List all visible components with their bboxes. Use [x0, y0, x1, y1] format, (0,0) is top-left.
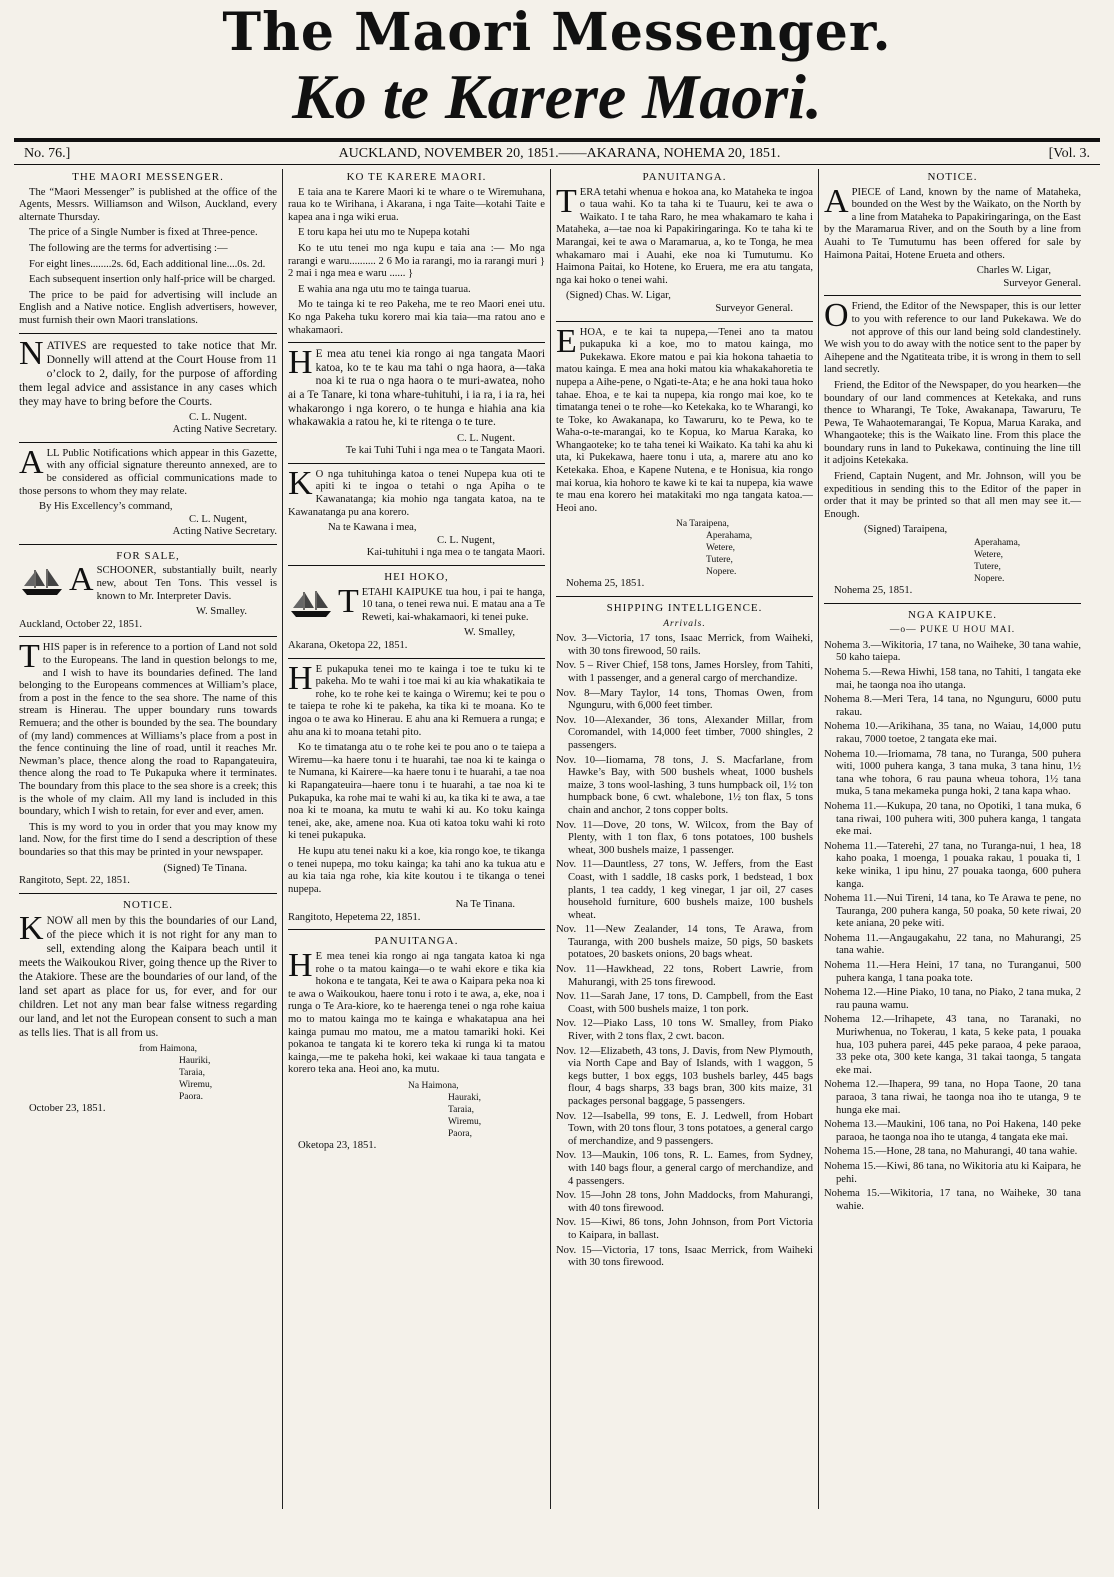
- divider: [19, 544, 277, 545]
- divider: [288, 342, 545, 343]
- signature: Paora.: [179, 1092, 204, 1103]
- signature: Wiremu,: [179, 1080, 213, 1091]
- know-notice: [19, 910, 277, 1040]
- signature: Charles W. Ligar,: [976, 265, 1051, 277]
- drop-cap: K: [288, 464, 313, 502]
- list-item: Nov. 11—Sarah Jane, 17 tons, D. Campbell, from the East Coast, with 500 bushels maize, 1 ton pork.: [556, 991, 813, 1015]
- paragraph: HIS paper is in reference to a portion of Land not sold to the Europeans. The land in question belongs to me, and I wish to have its boundaries defined. The land belonging to the Europeans commences at William’s place, from a post in the fence to the sea shore. The name of this stream is Hinerau. The upper boundary runs towards Remuera; and the other is bounded by the sea. The boundary of (my land) commences at Williams’s place from a post in the fence continuing the line of road, until it reaches Mr. Newman’s place, thence along the road to Rapangateuira, thence along the road to Te Pukapuka where it terminates. The boundary from this place to the sea shore is a creek; this is the whole of my claim. All my land is included in this boundary, which I wish to retain, for ever and ever, amen.: [19, 642, 277, 818]
- divider: [556, 321, 813, 322]
- list-item: Nohema 15.—Wikitoria, 17 tana, no Waiheke, 30 tana wahie.: [824, 1188, 1081, 1212]
- column-2: [282, 169, 550, 1509]
- paragraph: Ko te timatanga atu o te rohe kei te pou ano o te taiepa a Wiremu—ka haere tonu i te huarahi, tae noa ki te kainga o te Numana, ki Kairere—ka haere tonu i te huarahi, a tae noa ki Rapangateuira—haere tonu i te huarahi, a tae noa ki te Pukapuka, ka rohe mai te wahi ki au, ka tika ki te awa, a tae noa ki te moana, ka mutu te wahi ki au. Ko toku kainga tenei, ake, ake, amene noa. Kua oti katoa toku wahi ki roto ki tenei pukapuka.: [288, 742, 545, 842]
- paragraph: E mea tenei kia rongo ai nga tangata katoa ki nga rohe o ta matou kainga—o te wahi ekore e tika kia hokona e te tangata, Kei te awa o Kaipara peka noa ki te awa o Waikoukou, haere tonu i roto i te awa, a, eke, noa i runga o Te Ara-kiore, ko te haerenga tenei o nga rohe kaiua mo to matou kainga mo te kainga e whakatapua ana hei kainga pumau mo matou, me a matou tamariki hoki. Kei pokanoa te tangata ki te korero teka ki runga ki ta matou kainga,—me te pakeha hoki, kei wakaae ki taua tangata e korero teka ana. Heoi ano, ka mutu.: [288, 951, 545, 1076]
- ko-notice: [288, 464, 545, 519]
- list-item: Nohema 15.—Kiwi, 86 tana, no Wikitoria atu ki Kaipara, he pehi.: [824, 1160, 1081, 1185]
- paragraph: PIECE of Land, known by the name of Mataheka, bounded on the West by the Waikato, on the North by a line from Mataheka to Papakiringaringa, on the East by the Maramarua River, and on the South by a line from Auahi to Te Tumutumu has been offered for sale by Haimona Paitai, Hotene Erueta and others.: [824, 186, 1081, 261]
- section-heading: THE MAORI MESSENGER.: [72, 171, 224, 183]
- masthead: [14, 0, 1100, 132]
- signature: Wiremu,: [448, 1117, 482, 1127]
- dateline-note: Rangitoto, Hepetema 22, 1851.: [288, 911, 421, 923]
- signature: C. L. Nugent.: [189, 411, 247, 423]
- dateline-note: Nohema 25, 1851.: [566, 578, 645, 590]
- list-item: Nov. 11—Dauntless, 27 tons, W. Jeffers, from the East Coast, with 1 saddle, 18 casks pork, 1 bedstead, 1 box plants, 1 tea caddy, 1 keg vinegar, 1 jar oil, 27 cases household furniture, 600 bushels maize, 100 bushels wheat.: [556, 859, 813, 921]
- signature: Taraia,: [179, 1068, 205, 1079]
- list-item: Nov. 5 – River Chief, 158 tons, James Horsley, from Tahiti, with 1 passenger, and a general cargo of merchandize.: [556, 660, 813, 684]
- list-item: Nov. 8—Mary Taylor, 14 tons, Thomas Owen, from Ngunguru, with 6,000 feet timber.: [556, 687, 813, 712]
- masthead-title: The Maori Messenger.: [222, 2, 892, 63]
- hoko-notice: [288, 582, 545, 625]
- list-item: Nov. 15—Kiwi, 86 tons, John Johnson, from Port Victoria to Kaipara, in ballast.: [556, 1217, 813, 1241]
- signature: C. L. Nugent.: [457, 432, 515, 444]
- signature: Wetere,: [974, 550, 1004, 561]
- section-heading: FOR SALE,: [116, 549, 180, 562]
- list-item: Nov. 11—Dove, 20 tons, W. Wilcox, from the Bay of Plenty, with 1 ton flax, 6 tons potatoes, 100 bushels wheat, 300 bushels maize, 1 passenger.: [556, 819, 813, 856]
- signature: By His Excellency’s command,: [39, 501, 173, 513]
- list-item: Nohema 3.—Wikitoria, 17 tana, no Waiheke, 30 tana wahie, 50 kaho taiepa.: [824, 639, 1081, 664]
- pukapuka-notice: [288, 659, 545, 740]
- list-item: Nohema 5.—Rewa Hiwhi, 158 tana, no Tahiti, 1 tangata eke mai, he taonga noa iho utanga.: [824, 667, 1081, 691]
- paragraph: LL Public Notifications which appear in this Gazette, with any official signature thereunto annexed, are to be considered as official communications made to those persons to whom they may relate.: [19, 447, 277, 497]
- dateline-note: Auckland, October 22, 1851.: [19, 618, 142, 630]
- list-item: Nohema 8.—Meri Tera, 14 tana, no Ngunguru, 6000 putu rakau.: [824, 694, 1081, 718]
- drop-cap: T: [19, 638, 40, 676]
- signature: Wetere,: [706, 543, 736, 554]
- paragraph: For eight lines........2s. 6d, Each additional line....0s. 2d.: [29, 258, 266, 270]
- paragraph: The “Maori Messenger” is published at the office of the Agents, Messrs. Williamson and Wilson, Auckland, every alternate Thursday.: [19, 186, 277, 223]
- natives-notice: [19, 334, 277, 409]
- drop-cap: N: [19, 334, 44, 372]
- subheading: —o— PUKE U HOU MAI.: [889, 625, 1016, 636]
- he-notice: [288, 344, 545, 430]
- column-4: [818, 169, 1086, 1509]
- paragraph: Friend, the Editor of the Newspaper, this is our letter to you with reference to our land Pukekawa. We do not approve of this our land being sold clandestinely. We wish you to do away with the notice sent to the paper by Aihepene and the Ngatiteata tribe, it is wrong in them to sell land secretly.: [824, 301, 1081, 376]
- paragraph: The price to be paid for advertising will include an English and a Native notice. English advertisers, however, must furnish their own Maori translations.: [19, 289, 277, 326]
- list-item: Nohema 11.—Angaugakahu, 22 tana, no Mahurangi, 25 tana wahie.: [824, 932, 1081, 957]
- divider: [824, 295, 1081, 296]
- tera-notice: [556, 182, 813, 288]
- drop-cap: A: [824, 182, 849, 220]
- paragraph: Ko te utu tenei mo nga kupu e taia ana :— Mo nga rarangi e waru.......... 2 6 Mo ia rarangi, mo ia rarangi muri } 2 mai i nga mea e waru ...... }: [288, 242, 545, 280]
- list-item: Nohema 11.—Kukupa, 20 tana, no Opotiki, 1 tana muka, 6 tana riwai, 100 puhera witi, 300 puhera kanga, 1 tangata eke mai.: [824, 800, 1081, 838]
- signature: Acting Native Secretary.: [172, 424, 277, 436]
- list-item: Nohema 11.—Taterehi, 27 tana, no Turanga-nui, 1 hea, 18 kaho poaka, 1 moenga, 1 pouaka rakau, 1 pouaka ti, 1 keke winika, 1 ipu hinu, 27 pouaka taonga, 600 puhera kanga.: [824, 840, 1081, 890]
- paragraph: ETAHI KAIPUKE tua hou, i pai te hanga, 10 tana, o tenei rewa nui. E matau ana a Te Reweti, kai-whakamaori, ki tenei puke.: [361, 586, 545, 623]
- signature: Tutere,: [706, 555, 733, 566]
- issue-volume: [Vol. 3.: [1048, 146, 1090, 161]
- paragraph: SCHOONER, substantially built, nearly new, about Ten Tons. This vessel is known to Mr. Interpreter Davis.: [96, 565, 277, 602]
- list-item: Nov. 12—Elizabeth, 43 tons, J. Davis, from New Plymouth, via North Cape and Bay of Islands, with 1 waggon, 5 kegs butter, 1 box eggs, 103 bushels barley, 445 bags flour, 4 bags sharps, 33 bags bran, 300 kits maize, 31 packages personal baggage, 5 passengers.: [556, 1045, 813, 1107]
- signature: from Haimona,: [139, 1044, 198, 1055]
- panuitanga-notice: [288, 947, 545, 1077]
- paragraph: ATIVES are requested to take notice that Mr. Donnelly will attend at the Court House from 11 o’clock to 2, daily, for the purpose of affording them legal advice and assistance in any cases which they may have to bring before the Courts.: [19, 338, 277, 408]
- dateline-rule: [14, 164, 1100, 165]
- paragraph: Each subsequent insertion only half-price will be charged.: [29, 274, 276, 286]
- drop-cap: A: [69, 561, 94, 599]
- divider: [19, 893, 277, 894]
- schooner-icon: [288, 589, 334, 619]
- divider: [19, 333, 277, 334]
- signature: (Signed) Te Tinana.: [163, 862, 247, 874]
- paragraph: Mo te tainga ki te reo Pakeha, me te reo Maori enei utu. Ko nga Pakeha tuku korero mai kia taia—ma ratou ano e whakamaori.: [288, 299, 545, 336]
- divider: [824, 603, 1081, 604]
- list-item: Nov. 15—John 28 tons, John Maddocks, from Mahurangi, with 40 tons firewood.: [556, 1190, 813, 1214]
- list-item: Nov. 11—Hawkhead, 22 tons, Robert Lawrie, from Mahurangi, with 25 tons firewood.: [556, 964, 813, 988]
- list-item: Nov. 12—Piako Lass, 10 tons W. Smalley, from Piako River, with 2 tons flax, 2 cwt. bacon.: [556, 1018, 813, 1043]
- drop-cap: E: [556, 322, 577, 360]
- signature: Taraia,: [448, 1105, 474, 1115]
- paragraph: O nga tuhituhinga katoa o tenei Nupepa kua oti te apiti ki te ingoa o tetahi o nga Apiha o te Kawanatanga; kia mohio nga tangata katoa, na te Kawanatanga pu ana korero.: [288, 468, 545, 518]
- dateline-note: Akarana, Oketopa 22, 1851.: [288, 640, 408, 651]
- paragraph: HOA, e te kai ta nupepa,—Tenei ano ta matou pukapuka ki a koe, mo to matou kainga, mo Pukekawa. Ekore matou e pai kia hokona tahaetia to matou kainga. E mea ana hoki matou kia whakakahoretia te nupepa a Aihe-pene, o Ngati-te-Ata; e he ana hoki taua hoko tahae. Ehoa, e te kai ta nupepa, kia rongo mai koe, ko te timatanga tenei o te rohe—ko Ketekaka, ko te Wharangi, ko te Toke, ko Awakanapa, ko Tawaruru, ko te Pewa, ko te Waha-o-te-marangai, ko te Kopua, ko Marua Karaka, ko Whangaoteke; ko te taha tenei ki Waikato. Ka tahi ka ahu ki uta, ki Pukekawa, haere tonu i uta, a, marere atu ano ko Ketekaka. Ehoa, e Kapene Nutena, e te Honisua, kia rongo mai korua, kia hohoro te kawe ki te kai ta nupepa, kia wawe te mau ena korero hei matakitaki mo nga tangata katoa.—Heoi ano.: [556, 326, 813, 514]
- signature: Acting Native Secretary.: [172, 526, 277, 538]
- signature: Aperahama,: [706, 531, 753, 542]
- signature: Na Taraipena,: [676, 519, 729, 530]
- column-1: [14, 169, 282, 1509]
- signature: Hauraki,: [448, 1093, 481, 1103]
- land-notice: [19, 638, 277, 818]
- section-heading: HEI HOKO,: [384, 571, 449, 584]
- list-item: Nohema 12.—Hine Piako, 10 tana, no Piako, 2 tana muka, 2 rau pauna wamu.: [824, 987, 1081, 1011]
- signature: Kai-tuhituhi i nga mea o te tangata Maori.: [366, 547, 545, 559]
- drop-cap: K: [19, 910, 44, 948]
- section-heading: NOTICE.: [927, 171, 978, 183]
- issue-number: No. 76.]: [24, 146, 71, 161]
- signature: Nopere.: [706, 567, 737, 578]
- section-heading: NGA KAIPUKE.: [908, 608, 997, 621]
- issue-date: AUCKLAND, NOVEMBER 20, 1851.——AKARANA, NOHEMA 20, 1851.: [338, 146, 781, 161]
- ehoa-notice: [556, 322, 813, 516]
- drop-cap: A: [19, 443, 44, 481]
- paragraph: E pukapuka tenei mo te kainga i toe te tuku ki te pakeha. Mo te wahi i toe mai ki au kia whakatikaia te rohe, ko te rohe kei te kainga o Wiremu; kei te pou o te taiepa te rohe ki te pakeha, ka tika ki te moana. Ko te ingoa o te awa ko Hinerau. E ahu ana ki Remuera a runga; e ahu ana ki to moana tetahi pito.: [288, 663, 545, 738]
- signature: (Signed) Taraipena,: [864, 524, 948, 536]
- for-sale-notice: [19, 561, 277, 603]
- dateline-note: Nohema 25, 1851.: [834, 585, 913, 597]
- divider: [19, 636, 277, 637]
- signature: Surveyor General.: [1003, 277, 1081, 289]
- list-item: Nov. 15—Victoria, 17 tons, Isaac Merrick, from Waiheki with 30 tons firewood.: [556, 1244, 813, 1269]
- divider: [556, 596, 813, 597]
- paragraph: E toru kapa hei utu mo te Nupepa kotahi: [298, 227, 470, 239]
- paragraph: Friend, Captain Nugent, and Mr. Johnson, will you be expeditious in sending this to the Editor of the paper in order that it may be printed so that all men may see it.—Enough.: [824, 471, 1081, 520]
- paragraph: Friend, the Editor of the Newspaper, do you hearken—the boundary of our land commences at Ketekaka, and runs thence to Wharangi, Te Toke, Awakanapa, Tawaruru, Te Pewa, Te Wahaotemarangai, Te Kopua, Marua Karaka, and Whangaoteke; this is the Waikato line. From this place the boundary runs in land to Pukekawa, continuing the line till it adjoins Ketekaka.: [824, 379, 1081, 467]
- divider: [288, 463, 545, 464]
- list-item: Nohema 15.—Hone, 28 tana, no Mahurangi, 40 tana wahie.: [824, 1146, 1078, 1158]
- divider: [288, 929, 545, 930]
- signature: W. Smalley.: [195, 606, 247, 618]
- dateline: [14, 144, 1100, 164]
- column-3: [550, 169, 818, 1509]
- paragraph: NOW all men by this the boundaries of our Land, of the piece which it is not right for any man to sell, extending along the Kaipara beach until it meets the Waikoukou River, going thence up the River to the Atakiore. These are the boundaries of our land, of the land set apart as place for us, for ever, and for our children. Let not any man bear false witness regarding our land, and let not the European consent to such a man as tells lies. That is all from us.: [19, 915, 277, 1040]
- drop-cap: T: [556, 182, 577, 220]
- list-item: Nohema 12.—Irihapete, 43 tana, no Taranaki, no Muriwhenua, no Tokerau, 1 kata, 5 keke pata, 1 pouaka hua, 103 puhera parei, 445 peke paraoa, 4 peke paraoa, 33 peke ota, 300 kete kanga, 31 takai taonga, 5 tangata eke mai.: [824, 1014, 1081, 1076]
- list-item: Nohema 10.—Arikihana, 35 tana, no Waiau, 14,000 putu rakau, 7000 toetoe, 2 tangata eke mai.: [824, 721, 1081, 745]
- signature: Aperahama,: [974, 538, 1021, 549]
- signature: Tutere,: [974, 562, 1001, 573]
- list-item: Nohema 11.—Hera Heini, 17 tana, no Turanganui, 500 puhera kanga, 1 tana poaka tote.: [824, 960, 1081, 984]
- paragraph: ERA tetahi whenua e hokoa ana, ko Mataheka te ingoa o taua wahi. Ko ta taha ki te Tuauru, kei te awa o Waikato. I te taha Raro, he mea whakamaro te kaha i Mataheka, a—tae noa ki Papakiringaringa. Ko te taha ki te Marangai, kei te awa o Maramarua, a, ko te Tonga, he mea whakamaro mai i Auahi, eke noa ki Tumutumu. Ko Haimona Paitai, ko Hotene, ko Eruera, me era atu tangata, nga kai hoko o tenei wahi.: [556, 186, 813, 286]
- paragraph: E mea atu tenei kia rongo ai nga tangata Maori katoa, ko te te kau ma tahi o nga haora, a—taka noa ki te rua o nga haora o te muri-awatea, noho ai a Te Tanare, ki tona whare-tuhituhi, i ia ra, i ia ra, hei whakarongo i nga korero, o te hunga e hiahia ana kia whakawakia a ratou he, ki te ritenga o te ture.: [288, 348, 545, 429]
- paragraph: He kupu atu tenei naku ki a koe, kia rongo koe, te tikanga o tenei nupepa, mo toku kainga; ka tahi ano ka tukua atu e au kia taia nga rohe, kia kite koutou i te tikanga o tenei nupepa.: [288, 845, 545, 895]
- list-item: Nov. 10—Iiomama, 78 tons, J. S. Macfarlane, from Hawke’s Bay, with 500 bushels wheat, 1000 bushels maize, 3 tons wool-lashing, 3 tuns humpback oil, 1½ ton humpback bone, 6 cwt. whalebone, 1½ ton flax, 5 tons chain and anchor, 2 tons copper bolts.: [556, 754, 813, 816]
- signature: Na te Kawana i mea,: [328, 522, 417, 534]
- public-notice: [19, 443, 277, 498]
- drop-cap: H: [288, 659, 313, 697]
- list-item: Nov. 12—Isabella, 99 tons, E. J. Ledwell, from Hobart Town, with 20 tons flour, 3 tons potatoes, a general cargo of merchandize, and 9 passengers.: [556, 1110, 813, 1147]
- list-item: Nov. 13—Maukin, 106 tons, R. L. Eames, from Sydney, with 140 bags flour, a general cargo of merchandize, and 4 passengers.: [556, 1150, 813, 1187]
- section-heading: KO TE KARERE MAORI.: [346, 171, 487, 183]
- dateline-note: October 23, 1851.: [29, 1103, 106, 1115]
- drop-cap: H: [288, 344, 313, 382]
- signature: Te kai Tuhi Tuhi i nga mea o te Tangata Maori.: [345, 445, 545, 457]
- paragraph: E wahia ana nga utu mo te tainga tuarua.: [298, 283, 471, 295]
- piece-notice: [824, 182, 1081, 263]
- signature: Nopere.: [974, 574, 1005, 585]
- columns: [14, 169, 1100, 1509]
- signature: Na Te Tinana.: [455, 899, 515, 911]
- list-item: Nohema 13.—Maukini, 106 tana, no Poi Hakena, 140 peke paraoa, he taonga noa iho te utanga, 4 tangata eke mai.: [824, 1119, 1081, 1143]
- signature: C. L. Nugent,: [437, 534, 495, 546]
- masthead-rule: [14, 138, 1100, 142]
- signature: Hauriki,: [179, 1056, 211, 1067]
- section-heading: PANUITANGA.: [642, 171, 727, 183]
- paragraph: E taia ana te Karere Maori ki te whare o te Wiremuhana, raua ko te Wirihana, i Akarana, i nga Taite—kotahi Taite e kapea ana i nga wiki erua.: [288, 186, 545, 223]
- friend-notice: [824, 297, 1081, 377]
- list-item: Nov. 10—Alexander, 36 tons, Alexander Millar, from Coromandel, with 14,000 feet timber, 7000 shingles, 2 passengers.: [556, 714, 813, 751]
- section-heading: PANUITANGA.: [374, 935, 459, 948]
- paragraph: The price of a Single Number is fixed at Three-pence.: [29, 227, 258, 239]
- drop-cap: H: [288, 947, 313, 985]
- list-item: Nov. 3—Victoria, 17 tons, Isaac Merrick, from Waiheki, with 30 tons firewood, 50 rails.: [556, 633, 813, 657]
- signature: Surveyor General.: [715, 302, 793, 314]
- drop-cap: O: [824, 297, 849, 335]
- dateline-note: Rangitoto, Sept. 22, 1851.: [19, 875, 130, 887]
- divider: [288, 565, 545, 566]
- masthead-subtitle: Ko te Karere Maori.: [292, 61, 822, 132]
- schooner-icon: [19, 567, 65, 597]
- signature: Paora,: [448, 1129, 473, 1139]
- signature: Na Haimona,: [408, 1081, 459, 1091]
- divider: [19, 442, 277, 443]
- paragraph: The following are the terms for advertising :—: [29, 242, 228, 254]
- section-heading: SHIPPING INTELLIGENCE.: [606, 602, 763, 615]
- drop-cap: T: [338, 582, 359, 620]
- dateline-note: Oketopa 23, 1851.: [298, 1140, 377, 1151]
- list-item: Nov. 11—New Zealander, 14 tons, Te Arawa, from Tauranga, with 200 bushels maize, 50 pigs, 50 baskets potatoes, 20 baskets onions, 20 bags wheat.: [556, 924, 813, 961]
- section-heading: NOTICE.: [122, 898, 174, 911]
- signature: W. Smalley,: [463, 627, 515, 639]
- subheading: Arrivals.: [663, 618, 706, 629]
- signature: C. L. Nugent,: [189, 513, 247, 525]
- list-item: Nohema 12.—Ihapera, 99 tana, no Hopa Taone, 20 tana paraoa, 3 tana riwai, he taonga noa iho te utanga, 9 te hunga eke mai.: [824, 1079, 1081, 1116]
- signature: (Signed) Chas. W. Ligar,: [566, 290, 671, 302]
- list-item: Nohema 10.—Iriomama, 78 tana, no Turanga, 500 puhera witi, 1000 puhera kanga, 3 tana muka, 3 tana hinu, 1½ tana whe tohora, 6 rau pauna wheua tohora, 1½ tana muka, 5 tana mekameka punga hoki, 2 tana kapa whao.: [824, 748, 1081, 798]
- divider: [288, 658, 545, 659]
- list-item: Nohema 11.—Nui Tireni, 14 tana, ko Te Arawa te pene, no Tauranga, 200 puhera kanga, 50 poaka, 50 kete riwai, 20 kete aniana, 20 peke witi.: [824, 893, 1081, 930]
- paragraph: This is my word to you in order that you may know my land. Now, for the first time do I send a description of these boundaries so that this may be printed in your newspaper.: [19, 821, 277, 858]
